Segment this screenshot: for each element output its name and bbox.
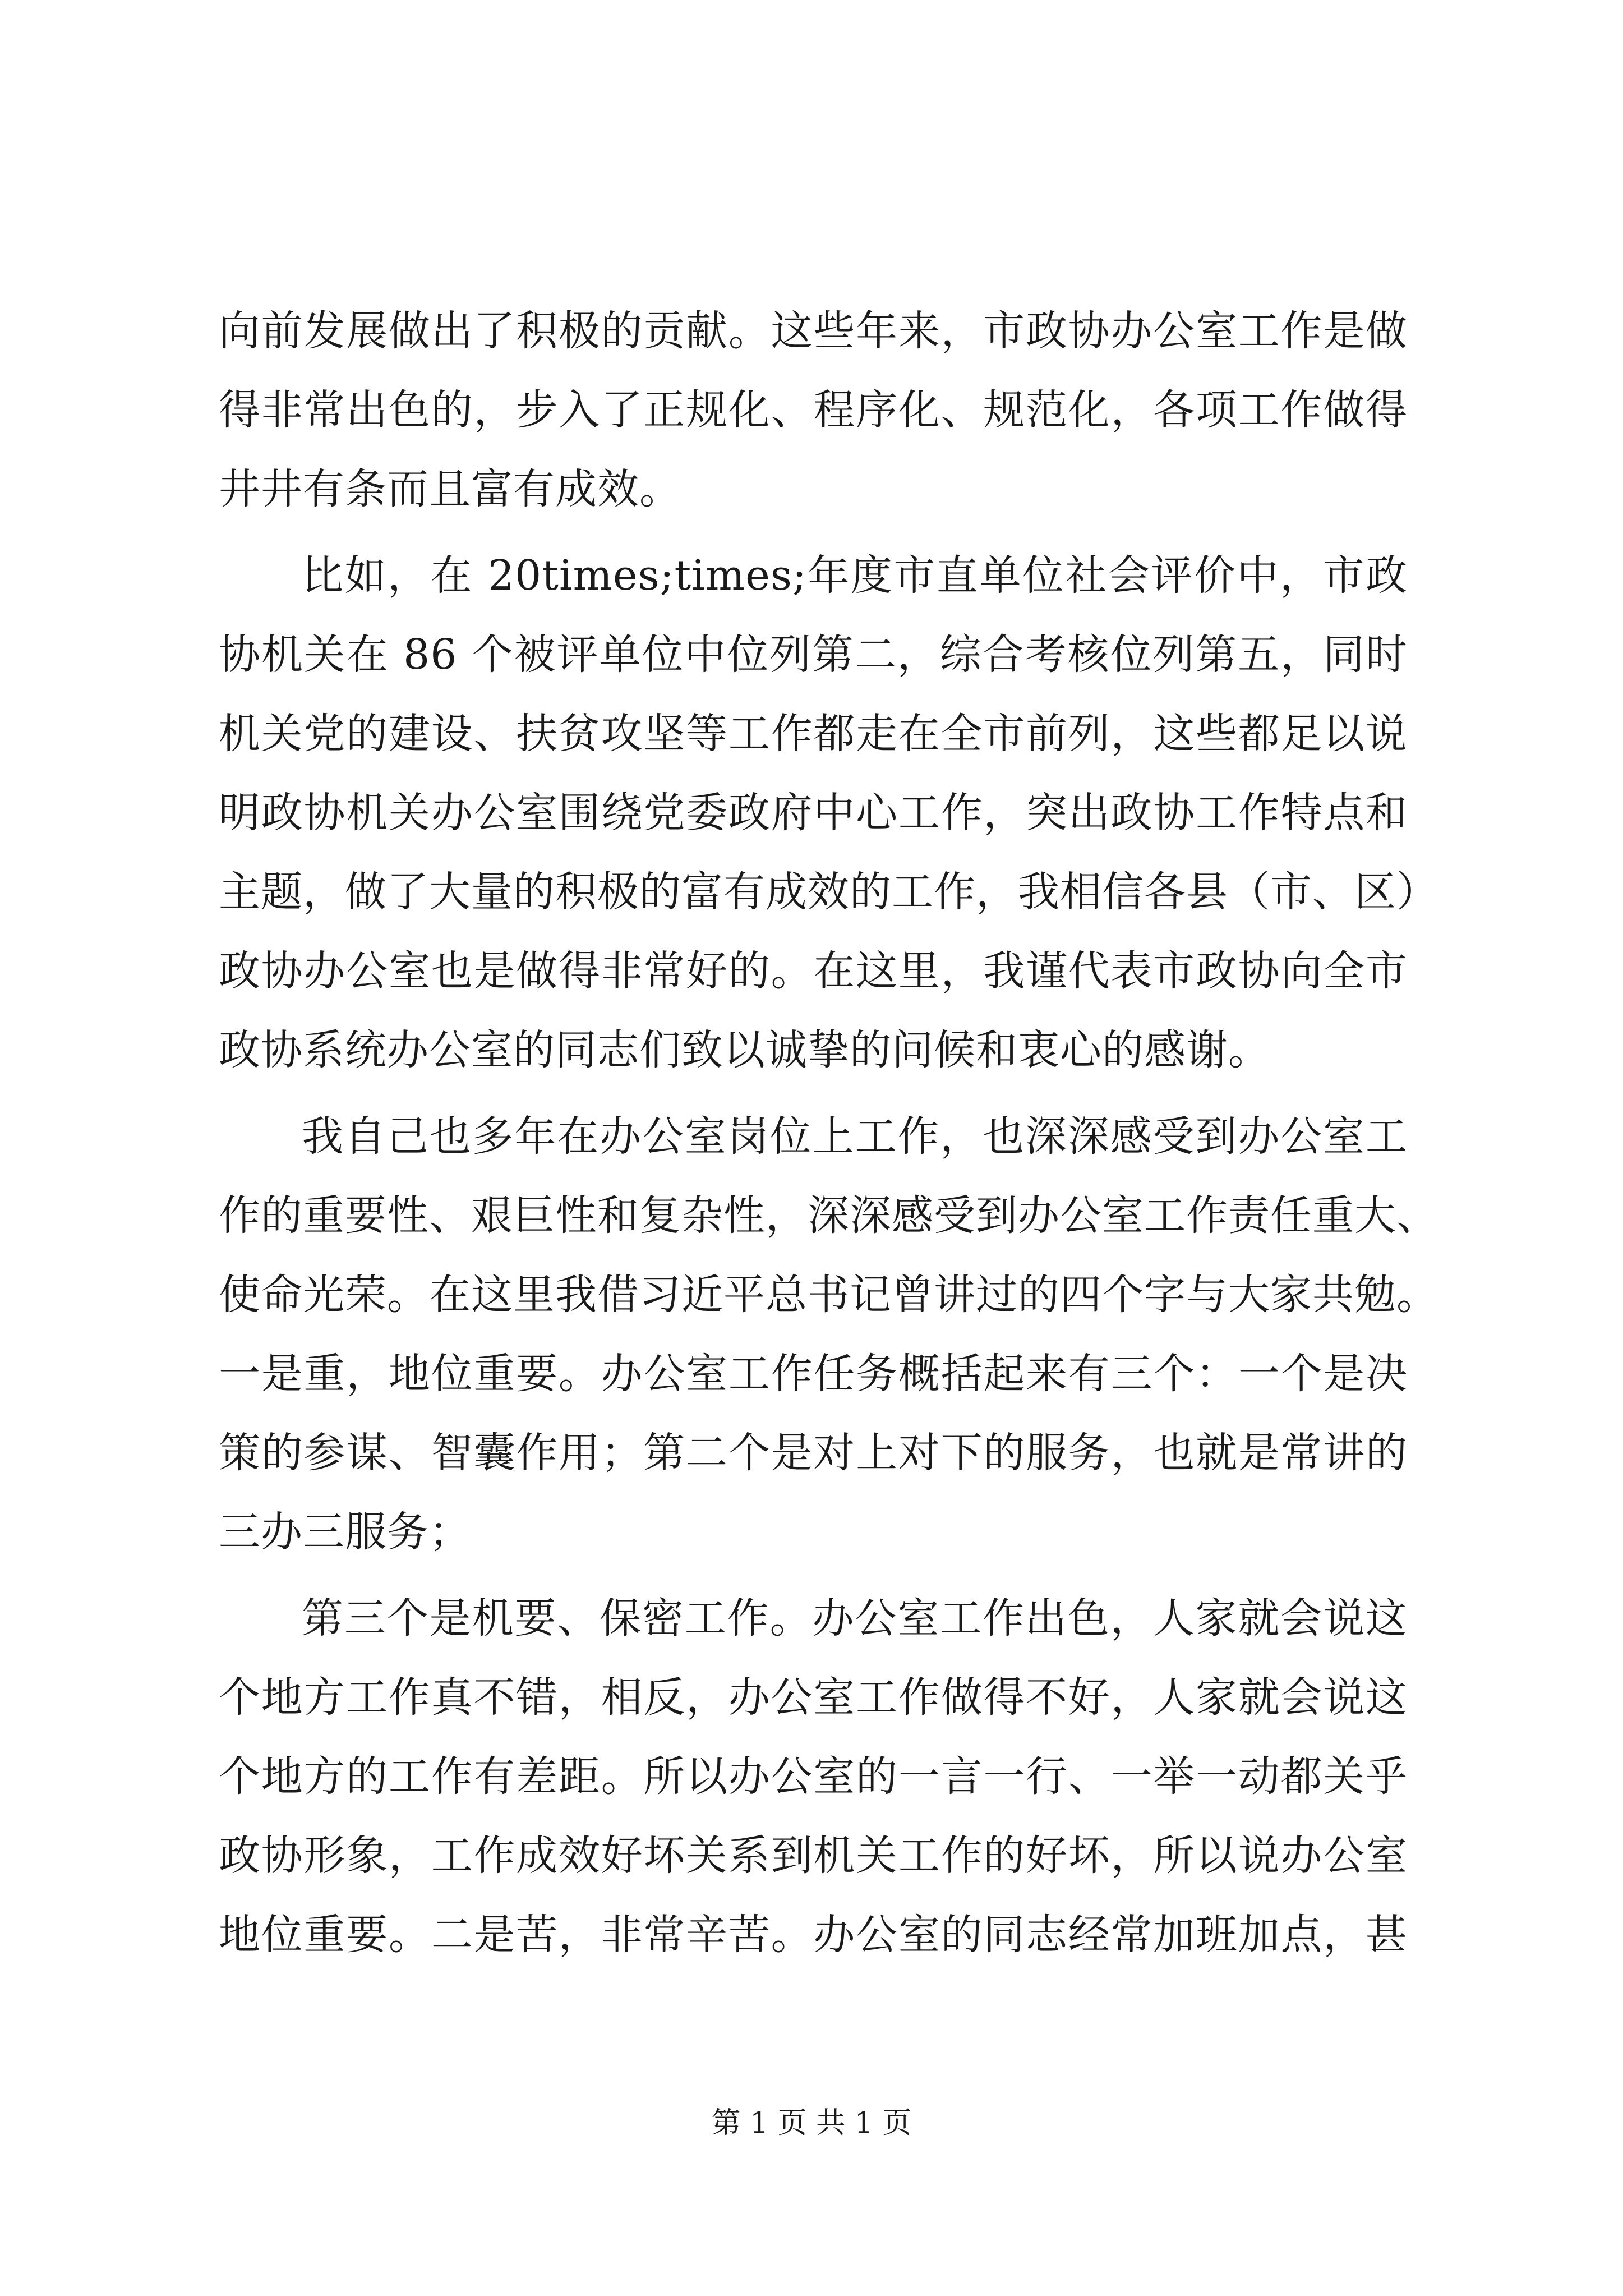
text-line: 机关党的建设、扶贫攻坚等工作都走在全市前列，这些都足以说 xyxy=(219,710,1408,758)
document-body xyxy=(219,292,1438,1975)
paragraph-1 xyxy=(219,292,1408,529)
text-line: 协机关在 86 个被评单位中位列第二，综合考核位列第五，同时 xyxy=(219,631,1408,679)
text-line: 政协形象，工作成效好坏关系到机关工作的好坏，所以说办公室 xyxy=(219,1832,1408,1880)
text-line: 策的参谋、智囊作用；第二个是对上对下的服务，也就是常讲的 xyxy=(219,1429,1408,1477)
text-line: 政协系统办公室的同志们致以诚挚的问候和衷心的感谢。 xyxy=(219,1026,1270,1074)
paragraph-2 xyxy=(219,536,1438,1090)
paragraph-3 xyxy=(219,1097,1438,1572)
paragraph-gap xyxy=(219,1572,1408,1579)
text-line: 第三个是机要、保密工作。办公室工作出色，人家就会说这 xyxy=(302,1594,1408,1642)
text-line: 地位重要。二是苦，非常辛苦。办公室的同志经常加班加点，甚 xyxy=(219,1911,1408,1959)
paragraph-4 xyxy=(219,1579,1408,1975)
text-line: 个地方的工作有差距。所以办公室的一言一行、一举一动都关乎 xyxy=(219,1752,1408,1801)
text-line: 政协办公室也是做得非常好的。在这里，我谨代表市政协向全市 xyxy=(219,947,1408,995)
text-line: 三办三服务； xyxy=(219,1508,471,1556)
text-line: 一是重，地位重要。办公室工作任务概括起来有三个：一个是决 xyxy=(219,1350,1408,1398)
text-line: 得非常出色的，步入了正规化、程序化、规范化，各项工作做得 xyxy=(219,386,1408,434)
text-line: 向前发展做出了积极的贡献。这些年来，市政协办公室工作是做 xyxy=(219,307,1408,355)
text-line: 个地方工作真不错，相反，办公室工作做得不好，人家就会说这 xyxy=(219,1673,1408,1722)
text-line: 作的重要性、艰巨性和复杂性，深深感受到办公室工作责任重大、 xyxy=(219,1191,1438,1240)
text-line: 井井有条而且富有成效。 xyxy=(219,465,681,513)
page-number-footer: 第 1 页 共 1 页 xyxy=(711,2106,912,2140)
text-line: 我自己也多年在办公室岗位上工作，也深深感受到办公室工 xyxy=(302,1112,1408,1161)
text-line: 主题，做了大量的积极的富有成效的工作，我相信各县（市、区） xyxy=(219,868,1438,916)
paragraph-gap xyxy=(219,1090,1408,1097)
text-line: 比如，在 20times;times;年度市直单位社会评价中，市政 xyxy=(302,551,1408,600)
paragraph-gap xyxy=(219,529,1408,536)
text-line: 使命光荣。在这里我借习近平总书记曾讲过的四个字与大家共勉。 xyxy=(219,1271,1438,1319)
text-line: 明政协机关办公室围绕党委政府中心工作，突出政协工作特点和 xyxy=(219,789,1408,837)
